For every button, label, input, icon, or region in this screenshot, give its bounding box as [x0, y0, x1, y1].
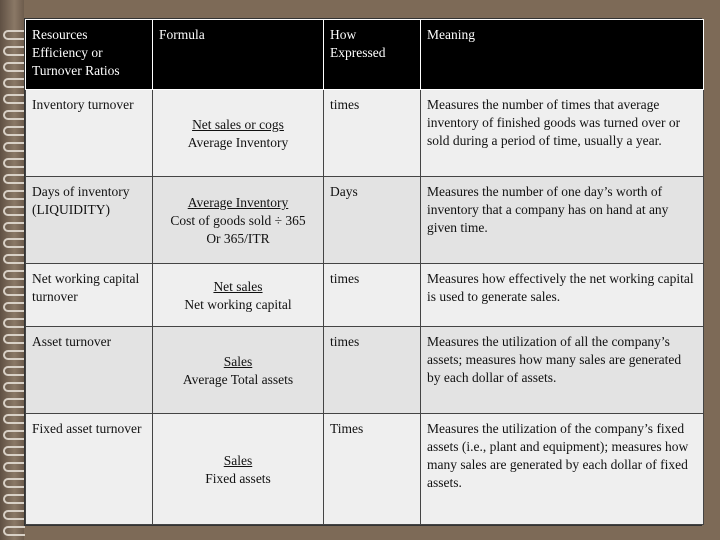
binding-ring — [3, 334, 25, 344]
table-row — [26, 413, 704, 524]
how-expressed: Times — [324, 413, 421, 524]
binding-ring — [3, 414, 25, 424]
header-row — [26, 20, 704, 90]
meaning: Measures the utilization of all the company’s assets; measures how many sales are generated by each dollar of assets. — [421, 326, 704, 413]
binding-ring — [3, 46, 25, 56]
formula-denominator: Net working capital — [184, 296, 292, 312]
binding-ring — [3, 126, 25, 136]
table-row — [26, 90, 704, 177]
binding-ring — [3, 350, 25, 360]
how-expressed: times — [324, 326, 421, 413]
table-body — [26, 90, 704, 525]
meaning: Measures the number of one day’s worth of inventory that a company has on hand at any given time. — [421, 177, 704, 264]
table-row — [26, 177, 704, 264]
formula-alternative: Or 365/ITR — [206, 231, 270, 246]
formula-numerator: Sales — [223, 452, 253, 468]
table-header — [26, 20, 704, 90]
formula-numerator: Net sales — [213, 278, 263, 294]
ratio-name: Inventory turnover — [26, 90, 153, 177]
formula-denominator: Fixed assets — [205, 470, 271, 486]
how-expressed: times — [324, 90, 421, 177]
meaning: Measures how effectively the net working capital is used to generate sales. — [421, 264, 704, 327]
formula-numerator: Average Inventory — [187, 195, 289, 210]
binding-ring — [3, 478, 25, 488]
binding-ring — [3, 78, 25, 88]
binding-ring — [3, 30, 25, 40]
meaning: Measures the utilization of the company’s fixed assets (i.e., plant and equipment); measures how many sales are generated by each dollar of fixed assets. — [421, 413, 704, 524]
binding-ring — [3, 462, 25, 472]
binding-ring — [3, 510, 25, 520]
ratio-name: Fixed asset turnover — [26, 413, 153, 524]
header-formula: Formula — [153, 20, 324, 90]
formula-cell — [153, 177, 324, 264]
ratio-table-container — [24, 18, 702, 526]
header-ratio: Resources Efficiency or Turnover Ratios — [26, 20, 153, 90]
binding-ring — [3, 494, 25, 504]
formula-denominator: Cost of goods sold ÷ 365 — [170, 213, 306, 228]
formula-denominator: Average Total assets — [182, 371, 294, 387]
binding-ring — [3, 254, 25, 264]
how-expressed: times — [324, 264, 421, 327]
formula-cell — [153, 326, 324, 413]
table-row — [26, 264, 704, 327]
binding-ring — [3, 398, 25, 408]
binding-ring — [3, 270, 25, 280]
meaning: Measures the number of times that average inventory of finished goods was turned over or sold during a period of time, usually a year. — [421, 90, 704, 177]
table-row — [26, 326, 704, 413]
formula-cell — [153, 264, 324, 327]
binding-ring — [3, 222, 25, 232]
binding-ring — [3, 430, 25, 440]
binding-ring — [3, 302, 25, 312]
binding-ring — [3, 190, 25, 200]
binding-ring — [3, 446, 25, 456]
ratio-name: Net working capital turnover — [26, 264, 153, 327]
binding-ring — [3, 110, 25, 120]
formula-cell — [153, 90, 324, 177]
binding-ring — [3, 62, 25, 72]
binding-ring — [3, 382, 25, 392]
binding-ring — [3, 94, 25, 104]
binding-ring — [3, 238, 25, 248]
binding-ring — [3, 206, 25, 216]
ratio-name: Asset turnover — [26, 326, 153, 413]
formula-denominator: Average Inventory — [187, 135, 289, 150]
ratio-table — [25, 19, 704, 525]
binding-ring — [3, 286, 25, 296]
header-how-expressed: How Expressed — [324, 20, 421, 90]
ratio-name: Days of inventory (LIQUIDITY) — [26, 177, 153, 264]
formula-numerator: Net sales or cogs — [192, 117, 284, 132]
binding-ring — [3, 174, 25, 184]
binding-ring — [3, 318, 25, 328]
header-meaning: Meaning — [421, 20, 704, 90]
binding-ring — [3, 366, 25, 376]
binding-ring — [3, 158, 25, 168]
binding-ring — [3, 526, 25, 536]
binding-ring — [3, 142, 25, 152]
formula-cell — [153, 413, 324, 524]
how-expressed: Days — [324, 177, 421, 264]
formula-numerator: Sales — [223, 353, 253, 369]
